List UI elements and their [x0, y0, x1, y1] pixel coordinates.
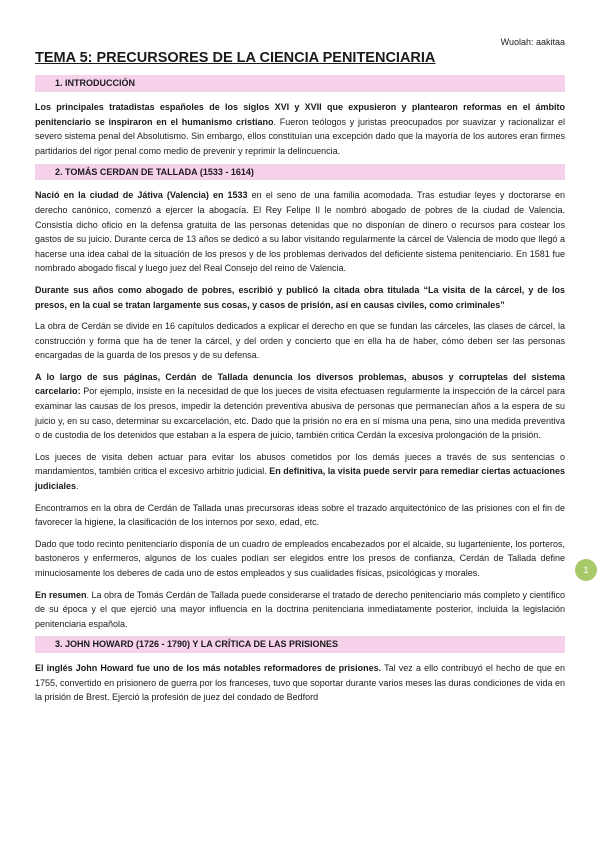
bold-text: Durante sus años como abogado de pobres, escribió y publicó la citada obra titulada “La visita de la cárcel, y de los presos, en la cual se tratan largamente sus cosas, y casos de prisión, así en causas civiles, como criminales” — [35, 284, 565, 310]
page-title: TEMA 5: PRECURSORES DE LA CIENCIA PENITENCIARIA — [35, 50, 436, 66]
body-text: Dado que todo recinto penitenciario disponía de un cuadro de empleados encabezados por el alcaide, su lugarteniente, los porteros, bastoneros y enfermeros, algunos de los cuales podían ser elegidos entre los presos de confianza, Cerdán de Tallada define minuciosamente los deberes de cada uno de estos empleados y sus cualidades físicas, psicológicas y morales. — [35, 538, 565, 579]
bold-text: Los principales tratadistas españoles de los siglos XVI y XVII que expusieron y plantearon reformas en el ámbito penitenciario se inspiraron en el humanismo cristiano — [35, 102, 565, 127]
watermark-username: Wuolah: aakitaa — [500, 37, 565, 47]
paragraph — [35, 537, 565, 581]
section-heading-howard: 3. JOHN HOWARD (1726 - 1790) Y LA CRÍTICA DE LAS PRISIONES — [35, 636, 565, 653]
body-text: Encontramos en la obra de Cerdán de Tallada unas precursoras ideas sobre el trazado arquitectónico de las prisiones con el fin de favorecer la higiene, la clasificación de los internos por sexo, edad, etc. — [35, 502, 565, 528]
bold-text: El inglés John Howard fue uno de los más notables reformadores de prisiones. — [35, 663, 382, 674]
body-text: Los jueces de visita deben actuar para evitar los abusos cometidos por los demás jueces a través de sus sentencias o mandamientos, también critica el excesivo arbitrio judicial. — [35, 451, 565, 477]
bold-text: A lo largo de sus páginas, Cerdán de Tallada denuncia los diversos problemas, abusos y corruptelas del sistema carcelario: — [35, 371, 565, 397]
section-heading-introduccion: 1. INTRODUCCIÓN — [35, 75, 565, 92]
body-text: Por ejemplo, insiste en la necesidad de que los jueces de visita efectuasen regularmente la inspección de la cárcel para examinar las causas de los presos, impedir la detención preventiva abusiva de personas que permanecían años a la espera de su juicio y, en su caso, determinar su excarcelación, etc. Dado que la prisión no era en sí misma una pena, sino una medida preventiva o de custodia de los detenidos que estaban a la espera de juicio, también critica Cerdán la excesiva prolongación de la prisión. — [35, 386, 565, 441]
paragraph — [35, 588, 565, 632]
body-text: en el seno de una familia acomodada. Tras estudiar leyes y doctorarse en derecho canónico, comenzó a ejercer la abogacía. El Rey Felipe II le nombró abogado de pobres de la ciudad de Valencia. Consistía dicho oficio en la defensa gratuita de las personas detenidas que no disponían de dinero o recursos para costear los gastos de su juicio. Durante cerca de 13 años se dedicó a su labor visitando regularmente la cárcel de Valencia de modo que llegó a hacerse una idea cabal de la situación de los presos y de los problemas derivados del deficiente sistema penitenciario. En 1581 fue nombrado abogado fiscal y luego juez del Real Consejo del reino de Valencia. — [35, 190, 565, 274]
bold-text: En definitiva, la visita puede servir para remediar ciertas actuaciones judiciales — [35, 466, 565, 492]
bold-text: Nació en la ciudad de Játiva (Valencia) en 1533 — [35, 190, 248, 201]
bold-text: En resumen — [35, 589, 87, 600]
body-text: La obra de Cerdán se divide en 16 capítulos dedicados a explicar el derecho en que se fundan las cárceles, las clases de cárcel, la construcción y forma que ha de tener la cárcel, y del orden y concierto que en ella ha de haber, cómo deben ser las personas encargadas de la guarda de los presos y de su defensa. — [35, 321, 565, 361]
paragraph — [35, 283, 565, 312]
paragraph — [35, 370, 565, 443]
paragraph — [35, 188, 565, 276]
paragraph — [35, 319, 565, 363]
paragraph — [35, 661, 565, 705]
body-text: . — [76, 481, 79, 492]
body-text: . La obra de Tomás Cerdán de Tallada puede considerarse el tratado de derecho penitenciario más completo y científico de su época y el que ejerció una mayor influencia en la doctrina penitenciaria inmediatamente posterior, incluida la legislación penitenciaria española. — [35, 589, 565, 629]
paragraph — [35, 501, 565, 530]
document-page — [35, 36, 565, 705]
paragraph — [35, 450, 565, 494]
page-number-badge: 1 — [575, 559, 597, 581]
paragraph — [35, 100, 565, 158]
section-heading-cerdan: 2. TOMÁS CERDAN DE TALLADA (1533 - 1614) — [35, 164, 565, 181]
body-text: Tal vez a ello contribuyó el hecho de que en 1755, convertido en prisionero de guerra por los franceses, tuvo que soportar durante varios meses las duras condiciones de vida en la prisión de Brest. Ejerció la profesión de juez del condado de Bedford — [35, 663, 565, 703]
body-text: . Fueron teólogos y juristas preocupados por suavizar y racionalizar el severo sistema penal del Absolutismo. Sin embargo, ellos constituían una excepción dado que la mayoría de los autores eran firmes partidarios del rigor penal como medio de prevenir y reprimir la delincuencia. — [35, 116, 565, 156]
